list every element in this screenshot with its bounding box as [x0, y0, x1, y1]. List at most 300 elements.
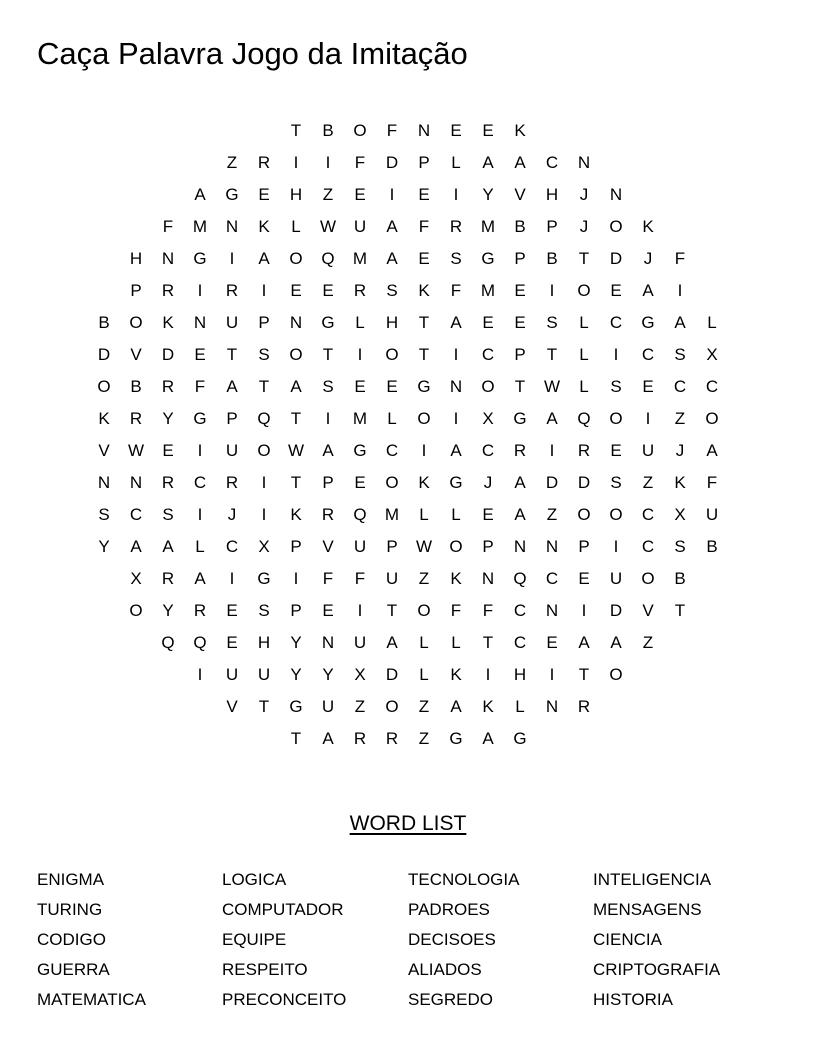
grid-letter: J — [579, 185, 589, 204]
grid-letter: C — [609, 313, 623, 332]
grid-letter: O — [385, 473, 399, 492]
grid-letter: I — [549, 665, 555, 684]
grid-letter: I — [229, 569, 235, 588]
grid-letter: Q — [513, 569, 527, 588]
grid-letter: K — [418, 281, 430, 300]
grid-letter: I — [197, 505, 203, 524]
grid-letter: I — [613, 537, 619, 556]
grid-letter: A — [258, 249, 270, 268]
grid-letter: I — [549, 441, 555, 460]
grid-letter: A — [194, 185, 206, 204]
grid-letter: T — [386, 601, 398, 620]
grid-letter: B — [514, 217, 526, 236]
grid-letter: G — [513, 729, 527, 748]
grid-letter: L — [579, 313, 589, 332]
grid-letter: R — [353, 281, 367, 300]
grid-letter: L — [419, 665, 429, 684]
grid-letter: X — [130, 569, 142, 588]
grid-letter: L — [451, 505, 461, 524]
grid-letter: F — [354, 569, 366, 588]
grid-letter: A — [482, 153, 494, 172]
grid-letter: R — [513, 441, 527, 460]
grid-letter: H — [289, 185, 303, 204]
grid-letter: A — [610, 633, 622, 652]
grid-letter: N — [545, 697, 559, 716]
grid-letter: T — [546, 345, 558, 364]
grid-letter: D — [385, 153, 399, 172]
grid-letter: E — [514, 281, 526, 300]
grid-letter: U — [641, 441, 655, 460]
grid-letter: O — [289, 249, 303, 268]
grid-letter: U — [353, 633, 367, 652]
grid-letter: L — [451, 633, 461, 652]
grid-letter: M — [480, 217, 496, 236]
grid-letter: O — [609, 217, 623, 236]
grid-letter: K — [418, 473, 430, 492]
grid-letter: O — [609, 505, 623, 524]
grid-letter: C — [481, 441, 495, 460]
grid-letter: R — [161, 473, 175, 492]
grid-letter: O — [641, 569, 655, 588]
grid-letter: P — [290, 601, 302, 620]
word-list-item: INTELIGENCIA — [593, 870, 712, 889]
word-list — [0, 868, 816, 1018]
grid-letter: H — [545, 185, 559, 204]
grid-letter: O — [481, 377, 495, 396]
grid-letter: L — [195, 537, 205, 556]
grid-letter: T — [322, 345, 334, 364]
grid-letter: E — [162, 441, 174, 460]
grid-letter: U — [609, 569, 623, 588]
word-list-item: TURING — [37, 900, 103, 919]
grid-letter: X — [354, 665, 366, 684]
grid-letter: D — [161, 345, 175, 364]
grid-letter: L — [579, 377, 589, 396]
grid-letter: O — [609, 665, 623, 684]
word-list-item: GUERRA — [37, 960, 110, 979]
grid-letter: I — [325, 409, 331, 428]
grid-letter: I — [357, 601, 363, 620]
grid-letter: D — [609, 249, 623, 268]
grid-letter: S — [322, 377, 334, 396]
grid-letter: N — [289, 313, 303, 332]
grid-letter: L — [355, 313, 365, 332]
grid-letter: I — [261, 505, 267, 524]
grid-letter: Y — [482, 185, 494, 204]
word-list-item: CRIPTOGRAFIA — [593, 960, 721, 979]
grid-letter: H — [129, 249, 143, 268]
grid-letter: N — [545, 537, 559, 556]
grid-letter: A — [674, 313, 686, 332]
grid-letter: W — [543, 377, 561, 396]
grid-letter: R — [161, 281, 175, 300]
grid-letter: T — [482, 633, 494, 652]
grid-letter: I — [677, 281, 683, 300]
grid-letter: M — [352, 249, 368, 268]
grid-letter: T — [226, 345, 238, 364]
grid-letter: G — [641, 313, 655, 332]
grid-letter: C — [481, 345, 495, 364]
grid-letter: L — [291, 217, 301, 236]
grid-letter: G — [481, 249, 495, 268]
grid-letter: J — [675, 441, 685, 460]
grid-letter: E — [450, 121, 462, 140]
grid-letter: F — [450, 601, 462, 620]
grid-letter: K — [642, 217, 654, 236]
grid-letter: B — [674, 569, 686, 588]
grid-letter: G — [257, 569, 271, 588]
grid-letter: A — [130, 537, 142, 556]
grid-letter: E — [514, 313, 526, 332]
grid-letter: E — [482, 505, 494, 524]
grid-letter: C — [641, 537, 655, 556]
grid-letter: P — [514, 345, 526, 364]
grid-letter: F — [418, 217, 430, 236]
grid-letter: B — [706, 537, 718, 556]
grid-letter: E — [290, 281, 302, 300]
grid-letter: S — [546, 313, 558, 332]
grid-letter: I — [645, 409, 651, 428]
grid-letter: I — [197, 441, 203, 460]
grid-letter: O — [289, 345, 303, 364]
grid-letter: F — [482, 601, 494, 620]
grid-letter: A — [194, 569, 206, 588]
grid-letter: A — [514, 153, 526, 172]
grid-letter: A — [546, 409, 558, 428]
grid-letter: M — [352, 409, 368, 428]
grid-letter: E — [482, 121, 494, 140]
grid-letter: Z — [354, 697, 366, 716]
grid-letter: Q — [161, 633, 175, 652]
grid-letter: I — [293, 153, 299, 172]
grid-letter: N — [449, 377, 463, 396]
grid-letter: L — [387, 409, 397, 428]
grid-letter: O — [417, 601, 431, 620]
grid-letter: K — [162, 313, 174, 332]
grid-letter: S — [610, 473, 622, 492]
grid-letter: E — [354, 473, 366, 492]
grid-letter: T — [290, 409, 302, 428]
grid-letter: Y — [98, 537, 110, 556]
grid-letter: E — [386, 377, 398, 396]
grid-letter: X — [482, 409, 494, 428]
grid-letter: E — [642, 377, 654, 396]
grid-letter: C — [225, 537, 239, 556]
grid-letter: C — [513, 601, 527, 620]
grid-letter: O — [129, 601, 143, 620]
grid-letter: E — [322, 601, 334, 620]
grid-letter: P — [514, 249, 526, 268]
grid-letter: N — [417, 121, 431, 140]
grid-letter: S — [386, 281, 398, 300]
grid-letter: Z — [418, 697, 430, 716]
grid-letter: O — [385, 697, 399, 716]
grid-letter: O — [129, 313, 143, 332]
word-list-item: PRECONCEITO — [222, 990, 347, 1009]
grid-letter: M — [480, 281, 496, 300]
grid-letter: O — [609, 409, 623, 428]
grid-letter: G — [225, 185, 239, 204]
grid-letter: D — [577, 473, 591, 492]
grid-letter: N — [161, 249, 175, 268]
grid-letter: K — [674, 473, 686, 492]
grid-letter: R — [577, 697, 591, 716]
grid-letter: O — [449, 537, 463, 556]
grid-letter: F — [450, 281, 462, 300]
grid-letter: P — [226, 409, 238, 428]
grid-letter: U — [705, 505, 719, 524]
grid-letter: Z — [226, 153, 238, 172]
word-list-item: TECNOLOGIA — [408, 870, 520, 889]
grid-letter: E — [418, 185, 430, 204]
grid-letter: I — [357, 345, 363, 364]
grid-letter: R — [577, 441, 591, 460]
grid-letter: V — [98, 441, 110, 460]
grid-letter: L — [579, 345, 589, 364]
grid-letter: G — [193, 249, 207, 268]
word-list-item: CODIGO — [37, 930, 106, 949]
grid-letter: E — [610, 441, 622, 460]
grid-letter: H — [385, 313, 399, 332]
grid-letter: K — [450, 665, 462, 684]
grid-letter: G — [449, 473, 463, 492]
grid-letter: D — [385, 665, 399, 684]
grid-letter: A — [226, 377, 238, 396]
grid-letter: Z — [642, 473, 654, 492]
grid-letter: A — [386, 217, 398, 236]
grid-letter: S — [162, 505, 174, 524]
grid-letter: R — [161, 377, 175, 396]
grid-letter: K — [514, 121, 526, 140]
grid-letter: V — [642, 601, 654, 620]
grid-letter: C — [705, 377, 719, 396]
grid-letter: O — [97, 377, 111, 396]
grid-letter: P — [578, 537, 590, 556]
grid-letter: L — [419, 633, 429, 652]
grid-letter: Z — [546, 505, 558, 524]
word-list-item: RESPEITO — [222, 960, 308, 979]
grid-letter: I — [261, 281, 267, 300]
grid-letter: Z — [674, 409, 686, 428]
grid-letter: X — [674, 505, 686, 524]
word-list-item: EQUIPE — [222, 930, 287, 949]
grid-letter: J — [483, 473, 493, 492]
grid-letter: N — [481, 569, 495, 588]
word-list-item: SEGREDO — [408, 990, 494, 1009]
grid-letter: N — [609, 185, 623, 204]
grid-letter: A — [162, 537, 174, 556]
grid-letter: T — [290, 729, 302, 748]
grid-letter: T — [674, 601, 686, 620]
grid-letter: C — [545, 569, 559, 588]
grid-letter: T — [418, 313, 430, 332]
grid-letter: O — [705, 409, 719, 428]
grid-letter: G — [321, 313, 335, 332]
grid-letter: U — [385, 569, 399, 588]
grid-letter: E — [610, 281, 622, 300]
word-list-item: HISTORIA — [593, 990, 673, 1009]
grid-letter: E — [354, 185, 366, 204]
grid-letter: Q — [257, 409, 271, 428]
grid-letter: I — [453, 409, 459, 428]
grid-letter: E — [578, 569, 590, 588]
word-list-item: ALIADOS — [408, 960, 482, 979]
grid-letter: Z — [418, 729, 430, 748]
grid-letter: I — [261, 473, 267, 492]
grid-letter: C — [385, 441, 399, 460]
grid-letter: A — [386, 633, 398, 652]
grid-letter: T — [578, 665, 590, 684]
grid-letter: R — [161, 569, 175, 588]
grid-letter: D — [97, 345, 111, 364]
grid-letter: C — [129, 505, 143, 524]
grid-letter: U — [225, 441, 239, 460]
grid-letter: F — [706, 473, 718, 492]
grid-letter: O — [385, 345, 399, 364]
grid-letter: E — [546, 633, 558, 652]
grid-letter: R — [225, 281, 239, 300]
grid-letter: A — [290, 377, 302, 396]
grid-letter: U — [321, 697, 335, 716]
grid-letter: G — [193, 409, 207, 428]
grid-letter: N — [577, 153, 591, 172]
grid-letter: S — [674, 345, 686, 364]
grid-letter: E — [226, 601, 238, 620]
grid-letter: G — [417, 377, 431, 396]
grid-letter: N — [321, 633, 335, 652]
grid-letter: I — [389, 185, 395, 204]
grid-letter: Y — [162, 409, 174, 428]
word-list-heading-text: WORD LIST — [349, 812, 467, 835]
grid-letter: T — [258, 697, 270, 716]
grid-letter: A — [450, 313, 462, 332]
grid-letter: N — [193, 313, 207, 332]
grid-letter: T — [290, 121, 302, 140]
grid-letter: P — [386, 537, 398, 556]
grid-letter: J — [227, 505, 237, 524]
word-list-item: MATEMATICA — [37, 990, 146, 1009]
grid-letter: C — [641, 345, 655, 364]
grid-letter: F — [194, 377, 206, 396]
grid-letter: I — [549, 281, 555, 300]
grid-letter: N — [225, 217, 239, 236]
grid-letter: G — [449, 729, 463, 748]
grid-letter: Q — [353, 505, 367, 524]
grid-letter: F — [322, 569, 334, 588]
grid-letter: A — [578, 633, 590, 652]
word-list-item: COMPUTADOR — [222, 900, 344, 919]
word-list-item: ENIGMA — [37, 870, 105, 889]
grid-letter: R — [353, 729, 367, 748]
grid-letter: O — [577, 281, 591, 300]
grid-letter: P — [258, 313, 270, 332]
grid-letter: A — [322, 441, 334, 460]
grid-letter: K — [98, 409, 110, 428]
grid-letter: X — [258, 537, 270, 556]
grid-letter: I — [453, 185, 459, 204]
grid-letter: G — [353, 441, 367, 460]
grid-letter: P — [418, 153, 430, 172]
grid-letter: J — [643, 249, 653, 268]
grid-letter: F — [674, 249, 686, 268]
grid-letter: V — [226, 697, 238, 716]
word-list-heading — [0, 810, 816, 838]
grid-letter: R — [129, 409, 143, 428]
grid-letter: Z — [322, 185, 334, 204]
grid-letter: I — [229, 249, 235, 268]
grid-letter: S — [98, 505, 110, 524]
grid-letter: U — [257, 665, 271, 684]
grid-letter: P — [290, 537, 302, 556]
grid-letter: Q — [193, 633, 207, 652]
grid-letter: J — [579, 217, 589, 236]
grid-letter: P — [322, 473, 334, 492]
grid-letter: V — [130, 345, 142, 364]
grid-letter: R — [225, 473, 239, 492]
grid-letter: O — [417, 409, 431, 428]
grid-letter: V — [322, 537, 334, 556]
grid-letter: A — [322, 729, 334, 748]
grid-letter: E — [258, 185, 270, 204]
puzzle-title: Caça Palavra Jogo da Imitação — [37, 36, 468, 71]
grid-letter: I — [453, 345, 459, 364]
grid-letter: E — [482, 313, 494, 332]
grid-letter: R — [321, 505, 335, 524]
grid-letter: K — [450, 569, 462, 588]
grid-letter: H — [257, 633, 271, 652]
grid-letter: O — [577, 505, 591, 524]
grid-letter: A — [450, 441, 462, 460]
grid-letter: W — [127, 441, 145, 460]
grid-letter: G — [513, 409, 527, 428]
grid-letter: Y — [290, 665, 302, 684]
grid-letter: U — [225, 313, 239, 332]
grid-letter: L — [515, 697, 525, 716]
grid-letter: P — [546, 217, 558, 236]
grid-letter: E — [194, 345, 206, 364]
grid-letter: C — [641, 505, 655, 524]
grid-letter: N — [513, 537, 527, 556]
grid-letter: W — [415, 537, 433, 556]
grid-letter: D — [545, 473, 559, 492]
grid-letter: Z — [418, 569, 430, 588]
grid-letter: H — [513, 665, 527, 684]
grid-letter: C — [513, 633, 527, 652]
grid-letter: N — [129, 473, 143, 492]
grid-letter: P — [130, 281, 142, 300]
grid-letter: K — [482, 697, 494, 716]
grid-letter: G — [289, 697, 303, 716]
grid-letter: Y — [322, 665, 334, 684]
grid-letter: A — [482, 729, 494, 748]
grid-letter: C — [545, 153, 559, 172]
grid-letter: F — [386, 121, 398, 140]
grid-letter: U — [353, 537, 367, 556]
grid-letter: E — [322, 281, 334, 300]
grid-letter: A — [386, 249, 398, 268]
grid-letter: A — [514, 473, 526, 492]
grid-letter: T — [578, 249, 590, 268]
grid-letter: S — [674, 537, 686, 556]
grid-letter: S — [610, 377, 622, 396]
grid-letter: A — [450, 697, 462, 716]
grid-letter: O — [257, 441, 271, 460]
word-list-item: CIENCIA — [593, 930, 662, 949]
word-list-item: PADROES — [408, 900, 490, 919]
grid-letter: R — [257, 153, 271, 172]
grid-letter: I — [325, 153, 331, 172]
grid-letter: X — [706, 345, 718, 364]
